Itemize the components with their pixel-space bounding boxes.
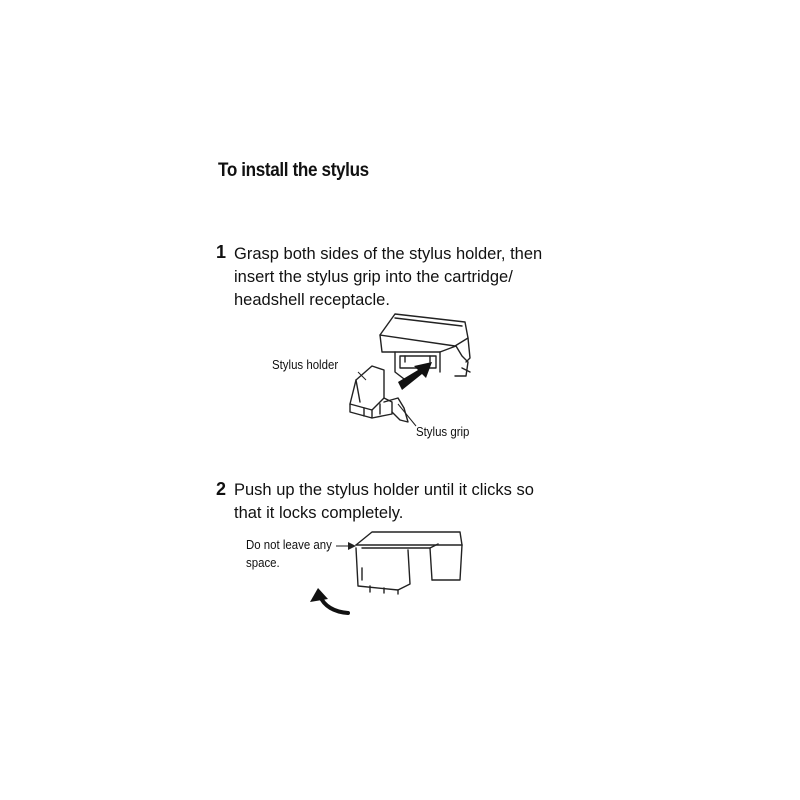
stylus-grip-label: Stylus grip: [416, 424, 470, 439]
step-2-number: 2: [216, 479, 227, 499]
step-1-line-3: headshell receptacle.: [234, 291, 390, 309]
stylus-holder-label: Stylus holder: [272, 357, 339, 372]
step-1-line-1: Grasp both sides of the stylus holder, then: [234, 245, 543, 263]
step-1-line-2: insert the stylus grip into the cartridge/: [234, 268, 513, 286]
no-space-label-line-2: space.: [246, 555, 280, 570]
no-space-label-line-1: Do not leave any: [246, 537, 332, 552]
step-1-number: 1: [216, 242, 227, 262]
step-2-line-1: Push up the stylus holder until it clicks so: [234, 481, 534, 499]
section-heading: To install the stylus: [218, 160, 369, 181]
callout-arrow-icon: [348, 542, 356, 550]
step-2-line-2: that it locks completely.: [234, 504, 404, 522]
